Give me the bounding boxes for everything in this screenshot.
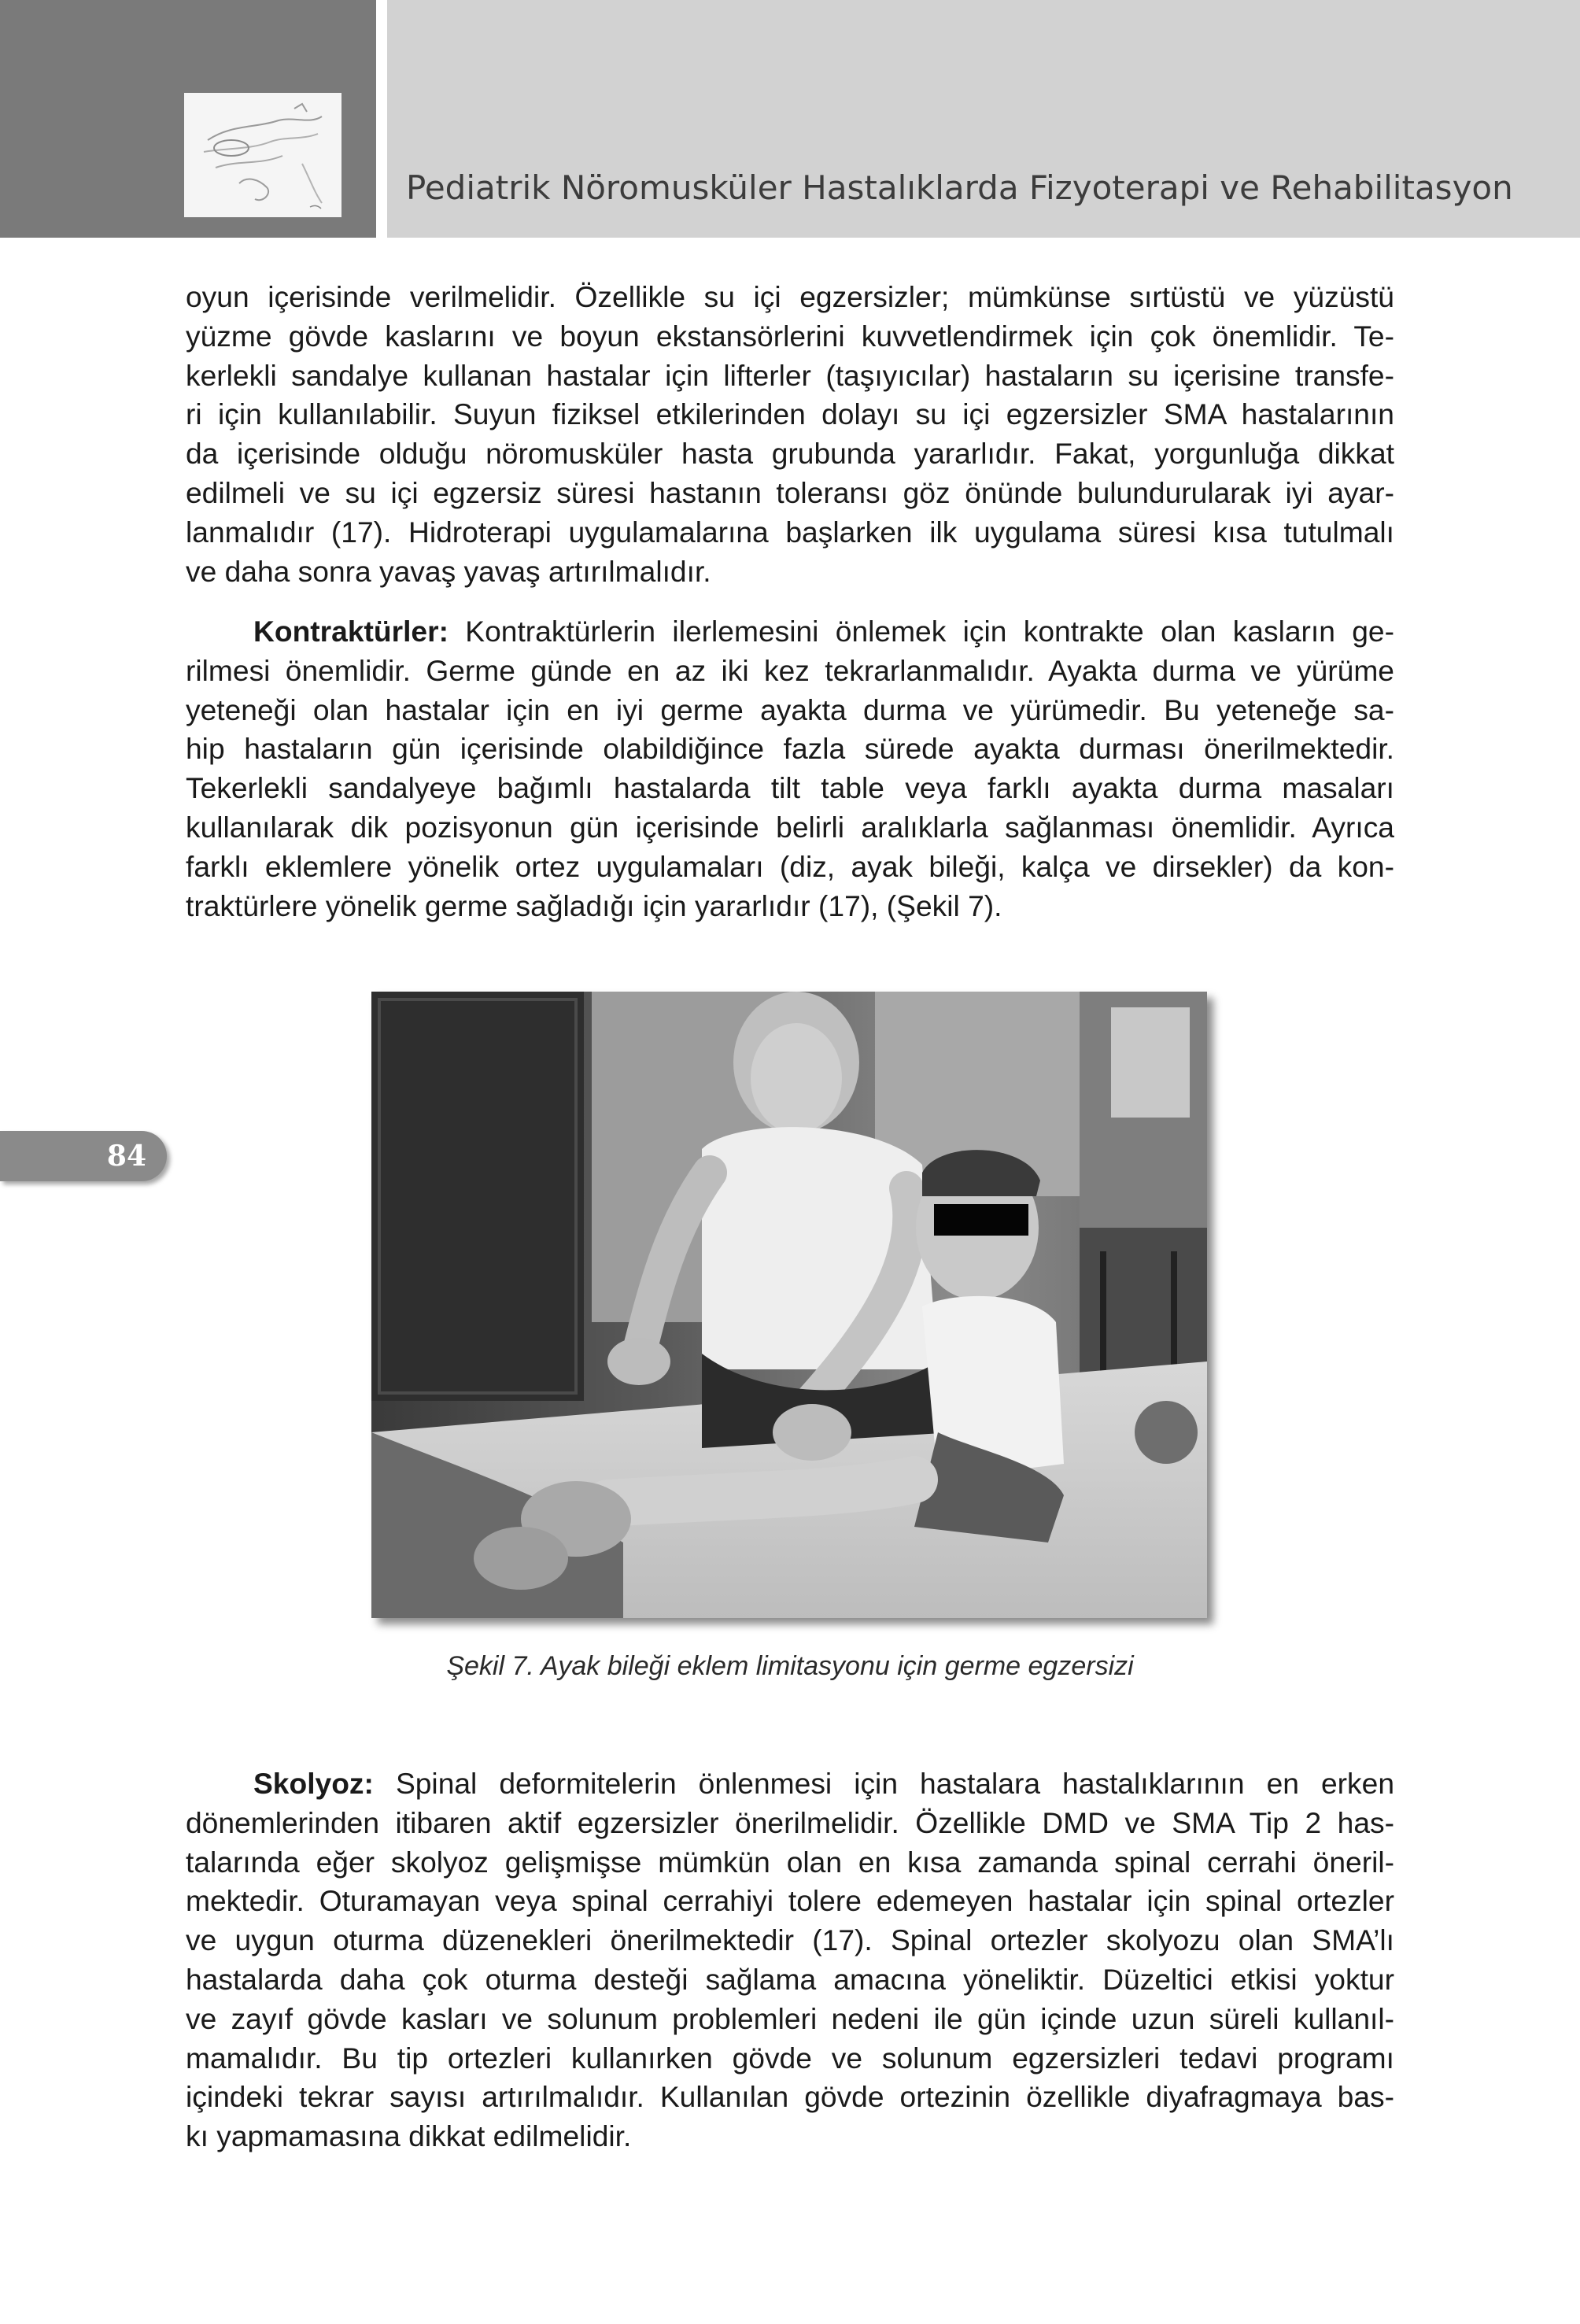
text-line: ve uygun oturma düzenekleri önerilmektedir (17). Spinal ortezler skolyozu olan SMA’lı	[186, 1923, 1394, 1957]
text-run: Kontraktürlerin ilerlemesini önlemek için kontrakte olan kasların ge-	[448, 615, 1394, 648]
text-line: ri için kullanılabilir. Suyun fiziksel etkilerinden dolayı su içi egzersizler SMA hastalarının	[186, 397, 1394, 431]
text-run: Spinal deformitelerin önlenmesi için hastalara hastalıklarının en erken	[373, 1767, 1394, 1800]
paragraph-hydrotherapy	[186, 278, 1394, 591]
running-title: Pediatrik Nöromusküler Hastalıklarda Fizyoterapi ve Rehabilitasyon	[406, 168, 1513, 207]
page-number-tab: 84	[0, 1131, 167, 1181]
text-line: hip hastaların gün içerisinde olabildiğince fazla sürede ayakta durması önerilmektedir.	[186, 732, 1394, 766]
text-line: traktürlere yönelik germe sağladığı için yararlıdır (17), (Şekil 7).	[186, 889, 1002, 922]
text-line: da içerisinde olduğu nöromusküler hasta grubunda yararlıdır. Fakat, yorgunluğa dikkat	[186, 437, 1394, 471]
paragraph-contractures	[186, 612, 1394, 926]
text-line	[186, 1764, 1394, 1804]
text-line: farklı eklemlere yönelik ortez uygulamaları (diz, ayak bileği, kalça ve dirsekler) da kon-	[186, 849, 1394, 883]
text-line: oyun içerisinde verilmelidir. Özellikle su içi egzersizler; mümkünse sırtüstü ve yüzüstü	[186, 280, 1394, 313]
section-lead-contractures: Kontraktürler:	[253, 615, 449, 648]
text-line: hastalarda daha çok oturma desteği sağlama amacına yöneliktir. Düzeltici etkisi yoktur	[186, 1962, 1394, 1996]
text-line	[186, 612, 1394, 652]
text-line: talarında eğer skolyoz gelişmişse mümkün olan en kısa zamanda spinal cerrahi öneril-	[186, 1845, 1394, 1879]
hands-sketch-icon	[184, 93, 341, 217]
figure-caption: Şekil 7. Ayak bileği eklem limitasyonu için germe egzersizi	[446, 1651, 1134, 1681]
text-line: ve zayıf gövde kasları ve solunum problemleri nedeni ile gün içinde uzun süreli kullanıl-	[186, 2001, 1394, 2035]
text-line: lanmalıdır (17). Hidroterapi uygulamalarına başlarken ilk uygulama süresi kısa tutulmalı	[186, 515, 1394, 549]
text-line: edilmeli ve su içi egzersiz süresi hastanın toleransı göz önünde bulundurularak iyi ayar-	[186, 475, 1394, 509]
text-line: mamalıdır. Bu tip ortezleri kullanırken gövde ve solunum egzersizleri tedavi programı	[186, 2041, 1394, 2075]
text-line: mektedir. Oturamayan veya spinal cerrahiyi tolere edemeyen hastalar için spinal ortezler	[186, 1884, 1394, 1918]
text-line: Tekerlekli sandalyeye bağımlı hastalarda tilt table veya farklı ayakta durma masaları	[186, 771, 1394, 805]
text-line: kullanılarak dik pozisyonun gün içerisinde belirli aralıklarla sağlanması önemlidir. Ayrıca	[186, 810, 1394, 844]
text-line: kerlekli sandalye kullanan hastalar için lifterler (taşıyıcılar) hastaların su içerisine transfe-	[186, 358, 1394, 392]
text-line: dönemlerinden itibaren aktif egzersizler önerilmelidir. Özellikle DMD ve SMA Tip 2 has-	[186, 1805, 1394, 1839]
text-line: rilmesi önemlidir. Germe günde en az iki kez tekrarlanmalıdır. Ayakta durma ve yürüme	[186, 653, 1394, 687]
text-line: kı yapmamasına dikkat edilmelidir.	[186, 2119, 632, 2153]
therapy-photo-illustration	[371, 992, 1207, 1618]
header-gap	[376, 0, 387, 238]
book-logo-illustration	[184, 93, 341, 217]
figure-photo	[371, 992, 1207, 1618]
text-line: yüzme gövde kaslarını ve boyun ekstansörlerini kuvvetlendirmek için çok önemlidir. Te-	[186, 319, 1394, 353]
text-line: ve daha sonra yavaş yavaş artırılmalıdır.	[186, 554, 711, 588]
section-lead-scoliosis: Skolyoz:	[253, 1767, 374, 1800]
text-line: yeteneği olan hastalar için en iyi germe ayakta durma ve yürümedir. Bu yeteneğe sa-	[186, 693, 1394, 726]
paragraph-scoliosis	[186, 1764, 1394, 2156]
text-line: içindeki tekrar sayısı artırılmalıdır. Kullanılan gövde ortezinin özellikle diyafragmaya bas-	[186, 2080, 1394, 2114]
